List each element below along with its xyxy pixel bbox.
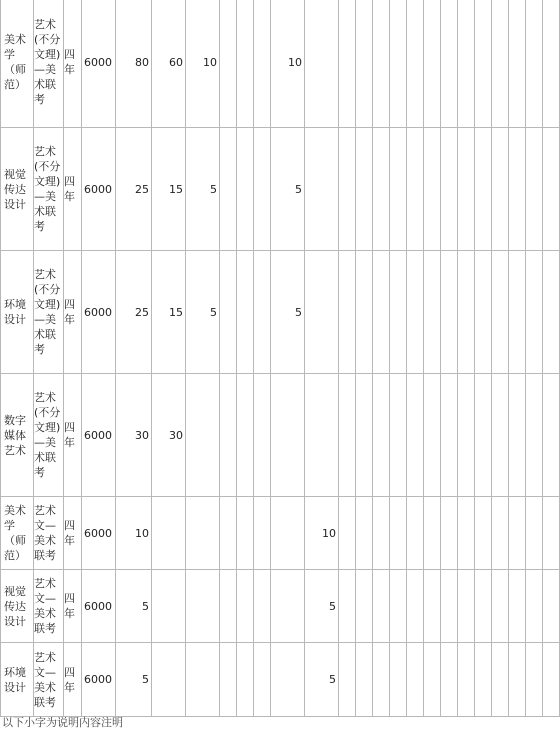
empty-cell xyxy=(543,128,560,251)
empty-cell xyxy=(407,643,424,717)
quota-cell: 5 xyxy=(305,570,339,643)
empty-cell xyxy=(339,497,356,570)
quota-cell: 30 xyxy=(152,374,186,497)
empty-cell xyxy=(543,0,560,128)
quota-cell: 5 xyxy=(271,128,305,251)
empty-cell xyxy=(543,570,560,643)
empty-cell xyxy=(526,0,543,128)
subject-cell: 艺术文—美术联考 xyxy=(34,643,64,717)
tuition-cell: 6000 xyxy=(82,643,116,717)
quota-cell xyxy=(254,128,271,251)
empty-cell xyxy=(492,643,509,717)
empty-cell xyxy=(458,251,475,374)
quota-cell xyxy=(254,643,271,717)
empty-cell xyxy=(390,128,407,251)
quota-cell xyxy=(237,0,254,128)
empty-cell xyxy=(407,251,424,374)
empty-cell xyxy=(441,374,458,497)
table-row xyxy=(1,570,560,643)
quota-cell xyxy=(254,374,271,497)
empty-cell xyxy=(441,0,458,128)
empty-cell xyxy=(390,497,407,570)
empty-cell xyxy=(373,570,390,643)
empty-cell xyxy=(458,643,475,717)
tuition-cell: 6000 xyxy=(82,497,116,570)
empty-cell xyxy=(390,374,407,497)
duration-cell: 四年 xyxy=(64,374,82,497)
empty-cell xyxy=(458,374,475,497)
quota-cell: 10 xyxy=(271,0,305,128)
empty-cell xyxy=(339,643,356,717)
quota-cell xyxy=(271,497,305,570)
quota-cell: 10 xyxy=(305,497,339,570)
quota-cell xyxy=(305,128,339,251)
empty-cell xyxy=(492,570,509,643)
empty-cell xyxy=(441,251,458,374)
empty-cell xyxy=(526,497,543,570)
empty-cell xyxy=(407,497,424,570)
quota-cell: 5 xyxy=(271,251,305,374)
subject-cell: 艺术文—美术联考 xyxy=(34,570,64,643)
tuition-cell: 6000 xyxy=(82,374,116,497)
empty-cell xyxy=(458,128,475,251)
empty-cell xyxy=(339,0,356,128)
empty-cell xyxy=(441,643,458,717)
tuition-cell: 6000 xyxy=(82,0,116,128)
empty-cell xyxy=(441,497,458,570)
total-quota-cell: 5 xyxy=(116,643,152,717)
empty-cell xyxy=(526,643,543,717)
empty-cell xyxy=(356,251,373,374)
table-row xyxy=(1,251,560,374)
subject-cell: 艺术(不分文理)—美术联考 xyxy=(34,374,64,497)
tuition-cell: 6000 xyxy=(82,251,116,374)
empty-cell xyxy=(339,251,356,374)
quota-cell xyxy=(220,570,237,643)
major-cell: 环境设计 xyxy=(1,643,34,717)
table-row xyxy=(1,497,560,570)
quota-cell xyxy=(237,643,254,717)
empty-cell xyxy=(475,643,492,717)
quota-cell xyxy=(271,374,305,497)
quota-cell xyxy=(305,374,339,497)
empty-cell xyxy=(373,643,390,717)
quota-cell xyxy=(305,0,339,128)
empty-cell xyxy=(356,128,373,251)
empty-cell xyxy=(526,374,543,497)
duration-cell: 四年 xyxy=(64,497,82,570)
empty-cell xyxy=(373,497,390,570)
tuition-cell: 6000 xyxy=(82,570,116,643)
quota-cell xyxy=(220,497,237,570)
quota-cell xyxy=(254,497,271,570)
empty-cell xyxy=(424,251,441,374)
major-cell: 视觉传达设计 xyxy=(1,128,34,251)
duration-cell: 四年 xyxy=(64,128,82,251)
empty-cell xyxy=(373,251,390,374)
empty-cell xyxy=(373,0,390,128)
empty-cell xyxy=(475,374,492,497)
total-quota-cell: 5 xyxy=(116,570,152,643)
empty-cell xyxy=(424,570,441,643)
total-quota-cell: 25 xyxy=(116,128,152,251)
major-cell: 视觉传达设计 xyxy=(1,570,34,643)
empty-cell xyxy=(509,0,526,128)
quota-cell xyxy=(254,251,271,374)
empty-cell xyxy=(526,251,543,374)
empty-cell xyxy=(475,128,492,251)
empty-cell xyxy=(390,251,407,374)
empty-cell xyxy=(509,374,526,497)
empty-cell xyxy=(390,570,407,643)
empty-cell xyxy=(458,0,475,128)
empty-cell xyxy=(390,643,407,717)
total-quota-cell: 25 xyxy=(116,251,152,374)
quota-cell xyxy=(237,497,254,570)
empty-cell xyxy=(441,570,458,643)
empty-cell xyxy=(475,497,492,570)
duration-cell: 四年 xyxy=(64,251,82,374)
empty-cell xyxy=(458,570,475,643)
major-cell: 美术学（师范） xyxy=(1,497,34,570)
quota-cell xyxy=(152,643,186,717)
empty-cell xyxy=(492,128,509,251)
quota-cell: 5 xyxy=(305,643,339,717)
quota-cell xyxy=(220,251,237,374)
major-cell: 环境设计 xyxy=(1,251,34,374)
quota-cell xyxy=(271,570,305,643)
quota-cell xyxy=(271,643,305,717)
empty-cell xyxy=(509,643,526,717)
duration-cell: 四年 xyxy=(64,643,82,717)
empty-cell xyxy=(390,0,407,128)
empty-cell xyxy=(509,497,526,570)
empty-cell xyxy=(458,497,475,570)
empty-cell xyxy=(475,0,492,128)
table-row xyxy=(1,0,560,128)
empty-cell xyxy=(492,251,509,374)
quota-cell xyxy=(220,374,237,497)
table-row xyxy=(1,643,560,717)
quota-cell: 15 xyxy=(152,251,186,374)
empty-cell xyxy=(543,374,560,497)
empty-cell xyxy=(441,128,458,251)
empty-cell xyxy=(543,497,560,570)
quota-cell: 15 xyxy=(152,128,186,251)
empty-cell xyxy=(509,251,526,374)
empty-cell xyxy=(407,570,424,643)
quota-cell xyxy=(254,0,271,128)
empty-cell xyxy=(356,0,373,128)
table-row xyxy=(1,128,560,251)
empty-cell xyxy=(356,643,373,717)
empty-cell xyxy=(339,128,356,251)
quota-cell xyxy=(152,497,186,570)
major-cell: 数字媒体艺术 xyxy=(1,374,34,497)
major-cell: 美术学（师范） xyxy=(1,0,34,128)
duration-cell: 四年 xyxy=(64,0,82,128)
quota-cell: 5 xyxy=(186,251,220,374)
empty-cell xyxy=(475,251,492,374)
empty-cell xyxy=(373,374,390,497)
subject-cell: 艺术(不分文理)—美术联考 xyxy=(34,0,64,128)
total-quota-cell: 80 xyxy=(116,0,152,128)
empty-cell xyxy=(356,374,373,497)
empty-cell xyxy=(339,374,356,497)
footnote-text: 以下小字为说明内容注明 xyxy=(2,716,123,729)
empty-cell xyxy=(509,128,526,251)
table-row xyxy=(1,374,560,497)
empty-cell xyxy=(339,570,356,643)
empty-cell xyxy=(475,570,492,643)
quota-cell xyxy=(237,128,254,251)
empty-cell xyxy=(424,497,441,570)
quota-cell: 5 xyxy=(186,128,220,251)
quota-cell: 60 xyxy=(152,0,186,128)
empty-cell xyxy=(407,0,424,128)
empty-cell xyxy=(356,570,373,643)
subject-cell: 艺术(不分文理)—美术联考 xyxy=(34,128,64,251)
empty-cell xyxy=(356,497,373,570)
empty-cell xyxy=(373,128,390,251)
total-quota-cell: 30 xyxy=(116,374,152,497)
empty-cell xyxy=(424,128,441,251)
quota-cell xyxy=(237,570,254,643)
empty-cell xyxy=(492,374,509,497)
quota-cell xyxy=(152,570,186,643)
quota-cell xyxy=(237,251,254,374)
quota-cell: 10 xyxy=(186,0,220,128)
quota-cell xyxy=(254,570,271,643)
quota-cell xyxy=(186,497,220,570)
empty-cell xyxy=(526,128,543,251)
subject-cell: 艺术文—美术联考 xyxy=(34,497,64,570)
quota-cell xyxy=(305,251,339,374)
empty-cell xyxy=(509,570,526,643)
empty-cell xyxy=(543,643,560,717)
duration-cell: 四年 xyxy=(64,570,82,643)
quota-cell xyxy=(237,374,254,497)
quota-cell xyxy=(186,643,220,717)
empty-cell xyxy=(424,0,441,128)
total-quota-cell: 10 xyxy=(116,497,152,570)
quota-cell xyxy=(186,570,220,643)
quota-cell xyxy=(186,374,220,497)
subject-cell: 艺术(不分文理)—美术联考 xyxy=(34,251,64,374)
tuition-cell: 6000 xyxy=(82,128,116,251)
quota-cell xyxy=(220,128,237,251)
empty-cell xyxy=(492,0,509,128)
empty-cell xyxy=(424,374,441,497)
empty-cell xyxy=(407,374,424,497)
empty-cell xyxy=(543,251,560,374)
empty-cell xyxy=(526,570,543,643)
quota-cell xyxy=(220,643,237,717)
empty-cell xyxy=(492,497,509,570)
empty-cell xyxy=(407,128,424,251)
empty-cell xyxy=(424,643,441,717)
quota-cell xyxy=(220,0,237,128)
